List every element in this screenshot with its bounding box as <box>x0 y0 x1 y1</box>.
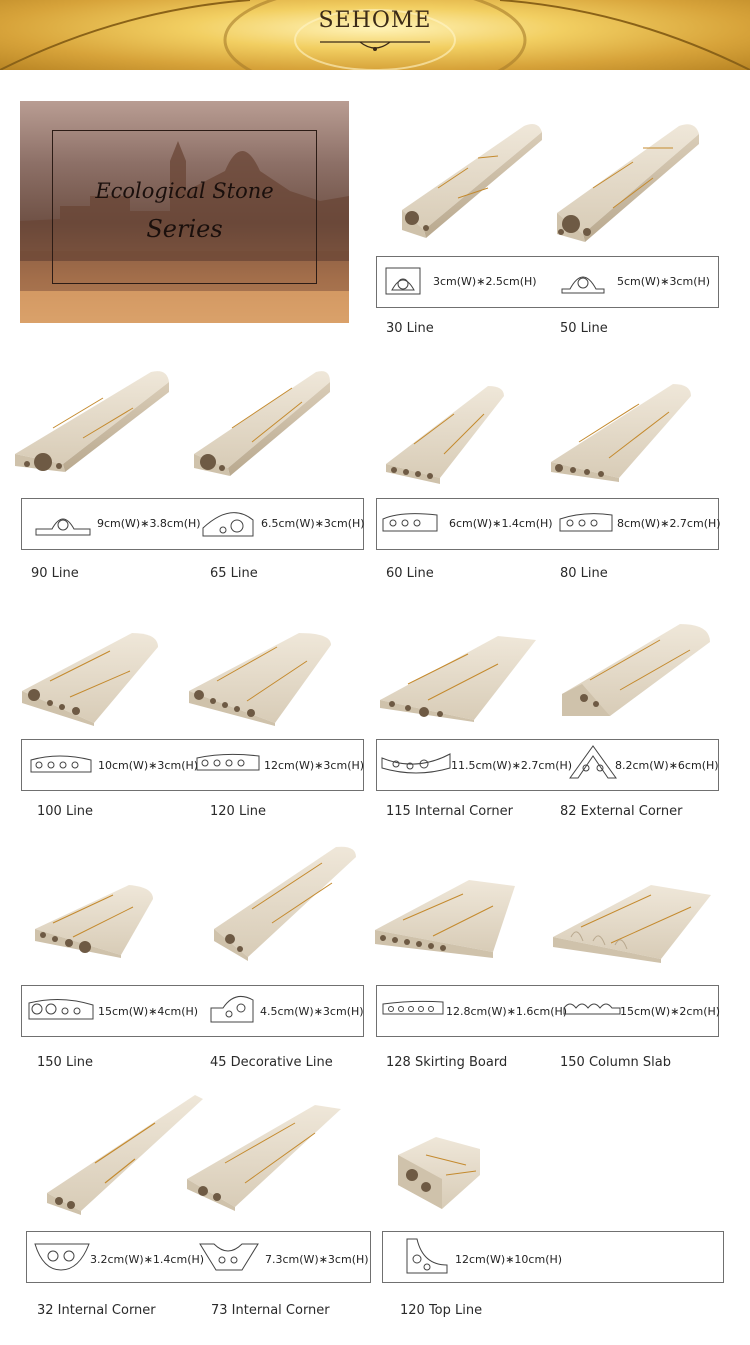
cross-section-60-line-icon <box>381 509 439 537</box>
product-image-50-line <box>553 118 701 243</box>
spec-text: 4.5cm(W)∗3cm(H) <box>260 1005 364 1018</box>
product-name: 120 Line <box>210 804 267 819</box>
product-name: 50 Line <box>560 321 608 336</box>
product-name: 120 Top Line <box>400 1303 483 1318</box>
header-banner <box>0 0 750 70</box>
cross-section-150-column-slab-icon <box>562 998 622 1020</box>
product-image-115-internal-corner <box>378 634 538 722</box>
spec-text: 11.5cm(W)∗2.7cm(H) <box>451 759 573 772</box>
cross-section-90-line-icon <box>34 509 92 539</box>
cross-section-115-internal-corner-icon <box>380 750 452 778</box>
spec-text: 15cm(W)∗4cm(H) <box>98 1005 199 1018</box>
product-name: 128 Skirting Board <box>386 1055 508 1070</box>
hero-image <box>20 101 349 323</box>
product-image-150-column-slab <box>551 883 714 963</box>
product-name: 32 Internal Corner <box>37 1303 156 1318</box>
product-image-45-decorative-line <box>212 843 357 961</box>
product-image-32-internal-corner <box>45 1093 205 1215</box>
spec-text: 5cm(W)∗3cm(H) <box>617 275 711 288</box>
product-name: 150 Column Slab <box>560 1055 671 1070</box>
product-image-120-line <box>187 631 335 726</box>
product-image-30-line <box>398 118 546 240</box>
product-image-128-skirting-board <box>373 880 518 958</box>
cross-section-150-line-icon <box>27 993 95 1025</box>
cross-section-32-internal-corner-icon <box>33 1238 91 1274</box>
cross-section-82-external-corner-icon <box>568 742 618 782</box>
product-name: 80 Line <box>560 566 608 581</box>
product-image-150-line <box>33 883 155 958</box>
product-name: 60 Line <box>386 566 434 581</box>
product-image-73-internal-corner <box>185 1103 343 1211</box>
cross-section-50-line-icon <box>560 265 606 295</box>
cross-section-65-line-icon <box>201 506 256 540</box>
cross-section-120-line-icon <box>195 750 261 778</box>
cross-section-80-line-icon <box>558 509 614 537</box>
spec-text: 12cm(W)∗10cm(H) <box>455 1253 563 1266</box>
product-name: 65 Line <box>210 566 258 581</box>
cross-section-73-internal-corner-icon <box>198 1238 260 1274</box>
spec-text: 3.2cm(W)∗1.4cm(H) <box>90 1253 205 1266</box>
spec-text: 10cm(W)∗3cm(H) <box>98 759 199 772</box>
product-name: 45 Decorative Line <box>210 1055 333 1070</box>
product-name: 82 External Corner <box>560 804 683 819</box>
hero-frame <box>52 130 317 284</box>
product-name: 30 Line <box>386 321 434 336</box>
spec-text: 7.3cm(W)∗3cm(H) <box>265 1253 369 1266</box>
spec-text: 6.5cm(W)∗3cm(H) <box>261 517 365 530</box>
product-image-120-top-line <box>396 1135 482 1213</box>
product-image-65-line <box>192 368 332 478</box>
product-name: 150 Line <box>37 1055 94 1070</box>
product-name: 100 Line <box>37 804 94 819</box>
product-image-100-line <box>20 631 160 726</box>
cross-section-100-line-icon <box>29 750 93 778</box>
hero-title-line2: Series <box>146 215 223 243</box>
spec-text: 6cm(W)∗1.4cm(H) <box>449 517 553 530</box>
hero-title-line1: Ecological Stone <box>95 179 274 203</box>
product-image-60-line <box>384 384 506 484</box>
spec-text: 9cm(W)∗3.8cm(H) <box>97 517 201 530</box>
product-image-90-line <box>13 368 171 473</box>
spec-text: 12.8cm(W)∗1.6cm(H) <box>446 1005 568 1018</box>
cross-section-30-line-icon <box>384 264 424 298</box>
spec-text: 12cm(W)∗3cm(H) <box>264 759 365 772</box>
cross-section-128-skirting-board-icon <box>381 998 445 1020</box>
product-image-82-external-corner <box>560 620 712 722</box>
spec-text: 8cm(W)∗2.7cm(H) <box>617 517 721 530</box>
spec-text: 8.2cm(W)∗6cm(H) <box>615 759 719 772</box>
brand-logo: SEHOME <box>318 8 432 33</box>
spec-text: 15cm(W)∗2cm(H) <box>620 1005 721 1018</box>
spec-text: 3cm(W)∗2.5cm(H) <box>433 275 537 288</box>
cross-section-45-decorative-line-icon <box>209 992 255 1026</box>
product-name: 73 Internal Corner <box>211 1303 330 1318</box>
product-name: 90 Line <box>31 566 79 581</box>
logo-flourish-icon <box>320 38 430 54</box>
cross-section-120-top-line-icon <box>403 1235 449 1277</box>
product-image-80-line <box>549 382 694 482</box>
product-name: 115 Internal Corner <box>386 804 513 819</box>
